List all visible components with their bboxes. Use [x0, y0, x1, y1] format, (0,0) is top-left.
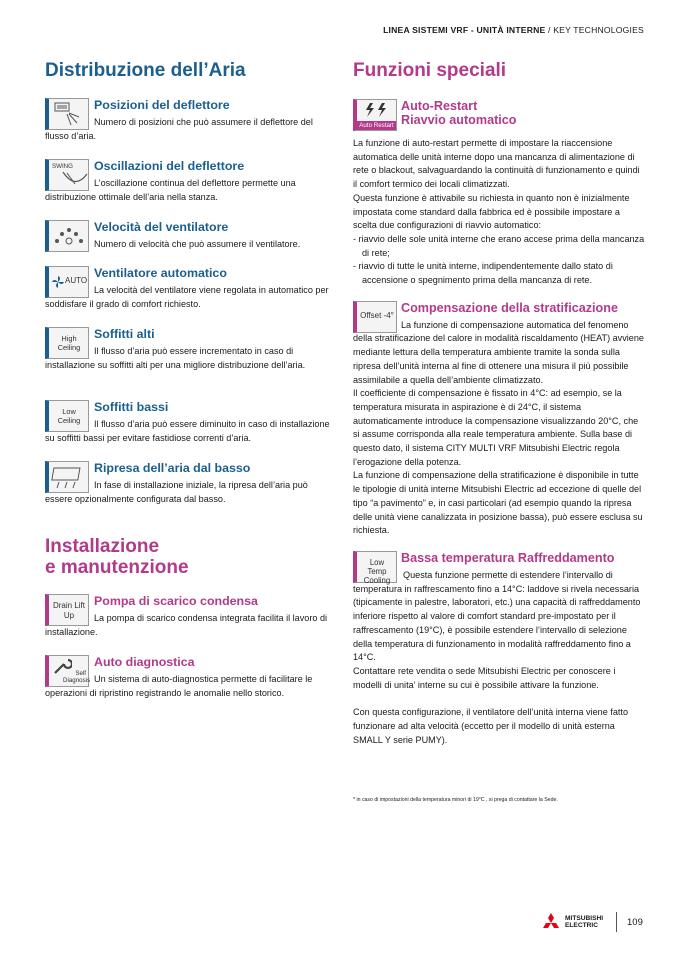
icon-label: Self Diagnosis	[63, 670, 91, 684]
icon-label: High Ceiling	[57, 334, 81, 352]
auto-restart-title1: Auto-Restart	[401, 99, 478, 113]
footer-divider	[616, 912, 617, 932]
feature-desc: Il flusso d’aria può essere diminuito in caso di installazione su soffitti bassi per evitare fastidiose correnti d’aria.	[45, 419, 330, 443]
feature-title: Ripresa dell’aria dal basso	[94, 461, 251, 475]
paragraph: Il coefficiente di compensazione è fissato in 4°C: ad esempio, se la temperatura misurata in aspirazione è di 24°C, il sistema automaticamente introduce la compensazione visualizzando 20°C, che si assume corrisponda alla reale temperatura ambiente. Sulla base di questo dato, il sistema CITY MULTI VRF Mitsubishi Electric regola l’erogazione della potenza.	[353, 388, 639, 467]
fan-speed-icon	[45, 220, 89, 252]
icon-label: SWING	[52, 163, 73, 170]
low-temp-text	[353, 569, 645, 747]
section-title-special: Funzioni speciali	[353, 60, 507, 81]
header-section: / KEY TECHNOLOGIES	[545, 25, 644, 35]
feature-fan-speed	[45, 220, 335, 266]
low-temp-cooling-icon	[353, 551, 397, 583]
drain-lift-up-icon	[45, 594, 89, 626]
brand-line1: MITSUBISHI	[565, 915, 604, 923]
feature-title: Soffitti bassi	[94, 400, 169, 414]
feature-title: Posizioni del deflettore	[94, 98, 230, 112]
paragraph: La funzione di compensazione automatica del fenomeno della stratificazione del calore in modalità riscaldamento (HEAT) avviene mediante lettura della temperatura ambiente tramite la sonda sulla ripresa dell’unità interna al fine di ottenere una misura il più possibile assimilabile a quella dell’ambiente climatizzato.	[353, 319, 644, 385]
block-low-temp-cooling	[353, 551, 645, 747]
feature-title: Oscillazioni del deflettore	[94, 159, 245, 173]
icon-label: Low Ceiling	[57, 407, 81, 425]
feature-deflector-positions	[45, 98, 335, 159]
high-ceiling-icon	[45, 327, 89, 359]
header-series: LINEA SISTEMI VRF - UNITÀ INTERNE	[383, 25, 546, 35]
low-temp-title: Bassa temperatura Raffreddamento	[401, 550, 615, 565]
auto-fan-icon	[45, 266, 89, 298]
feature-swing	[45, 159, 335, 220]
swing-icon	[45, 159, 89, 191]
feature-title: Soffitti alti	[94, 327, 155, 341]
auto-restart-text	[353, 137, 645, 288]
block-stratification	[353, 301, 645, 538]
feature-desc: Numero di posizioni che può assumere il deflettore del flusso d’aria.	[45, 117, 313, 141]
paragraph: La funzione di auto-restart permette di impostare la riaccensione automatica delle unità interne dopo una mancanza di alimentazione di rete o blackout, salvaguardando la continuità di funzionamento e quindi il comfort termico dei locali climatizzati.	[353, 138, 640, 190]
feature-auto-fan	[45, 266, 335, 327]
left-column	[45, 60, 335, 705]
paragraph: Questa funzione permette di estendere l’intervallo di temperatura in raffrescamento fino a 14°C: laddove si rivela necessaria (tipicamente in palestre, laboratori, etc.) una capacità di raffreddamento inferiore rispetto al valore di comfort standard pre-impostato per il raffrescamento (19°C), è possibile estendere l’intervallo di selezione della temperatura di funzionamento in modalità raffreddamento fino a 14°C.	[353, 569, 641, 663]
paragraph: - riavvio di tutte le unità interne, indipendentemente dallo stato di accensione o spegnimento prima della mancanza di rete.	[353, 261, 613, 286]
brand-name	[565, 916, 603, 929]
stratification-text	[353, 319, 645, 538]
paragraph: - riavvio delle sole unità interne che erano accese prima della mancanza di rete;	[353, 233, 645, 258]
feature-desc: Numero di velocità che può assumere il ventilatore.	[94, 239, 301, 249]
feature-title: Ventilatore automatico	[94, 266, 227, 280]
mitsubishi-logo	[540, 913, 603, 933]
feature-desc: Il flusso d’aria può essere incrementato in caso di installazione su soffitti alti per una migliore distribuzione dell’aria.	[45, 346, 306, 370]
bottom-intake-icon	[45, 461, 89, 493]
feature-title: Pompa di scarico condensa	[94, 594, 258, 608]
feature-desc: La velocità del ventilatore viene regolata in automatico per soddisfare il grado di comfort richiesto.	[45, 285, 329, 309]
right-column	[353, 60, 645, 747]
feature-title: Auto diagnostica	[94, 655, 195, 669]
block-auto-restart	[353, 99, 645, 288]
auto-restart-title2: Riavvio automatico	[401, 113, 517, 127]
install-title-line2: e manutenzione	[45, 557, 189, 578]
feature-drain-pump	[45, 594, 335, 655]
auto-restart-icon	[353, 99, 397, 131]
feature-desc: L’oscillazione continua del deflettore permette una distribuzione ottimale dell’aria nella stanza.	[45, 178, 296, 202]
deflector-position-icon	[45, 98, 89, 130]
section-title-installation	[45, 536, 335, 578]
page-header	[383, 25, 644, 35]
install-title-line1: Installazione	[45, 536, 160, 557]
stratification-title: Compensazione della stratificazione	[401, 300, 618, 315]
icon-label: Drain Lift Up	[52, 601, 85, 620]
paragraph: Questa funzione è attivabile su richiesta in quanto non è inizialmente impostata come standard dalla fabbrica ed è possibile impostare a scelta due configurazioni di riavvio automatico:	[353, 192, 630, 231]
feature-desc: In fase di installazione iniziale, la ripresa dell’aria può essere opzionalmente configurata dal basso.	[45, 480, 308, 504]
feature-desc: Un sistema di auto-diagnostica permette di facilitare le operazioni di ripristino registrando le anomalie nello storico.	[45, 674, 313, 698]
paragraph: La funzione di compensazione della stratificazione è disponibile in tutte le tipologie di unità interne Mitsubishi Electric ad eccezione di quelle del tipo “a pavimento” e, in casi particolari (ad esempio quando la ripresa delle unità viene canalizzata in posizione bassa), può essere esclusa su richiesta.	[353, 470, 643, 536]
feature-title: Velocità del ventilatore	[94, 220, 229, 234]
icon-label: Offset -4°	[360, 310, 394, 320]
feature-low-ceiling	[45, 400, 335, 461]
feature-self-diagnosis	[45, 655, 335, 705]
icon-label: Auto Restart	[357, 121, 396, 130]
feature-high-ceiling	[45, 327, 335, 400]
section-title-air: Distribuzione dell’Aria	[45, 60, 246, 81]
three-diamonds-icon	[540, 913, 562, 933]
icon-label: Low Temp Cooling	[363, 557, 391, 585]
brand-line2: ELECTRIC	[565, 922, 598, 929]
self-diagnosis-icon	[45, 655, 89, 687]
footnote: * in caso di impostazioni della temperatura minori di 19°C , si prega di contattare la Sede.	[353, 797, 558, 803]
offset-icon	[353, 301, 397, 333]
paragraph: Con questa configurazione, il ventilatore dell’unità interna viene fatto funzionare ad alta velocità (eccetto per il modello di unità esterna SMALL Y serie PUMY).	[353, 707, 629, 745]
paragraph: Contattare rete vendita o sede Mitsubishi Electric per conoscere i modelli di unita’ interne su cui è possibile attivare la funzione.	[353, 665, 616, 690]
icon-label: AUTO	[65, 276, 88, 285]
feature-bottom-intake	[45, 461, 335, 526]
page-number: 109	[627, 917, 643, 928]
feature-desc: La pompa di scarico condensa integrata facilita il lavoro di installazione.	[45, 613, 328, 637]
low-ceiling-icon	[45, 400, 89, 432]
